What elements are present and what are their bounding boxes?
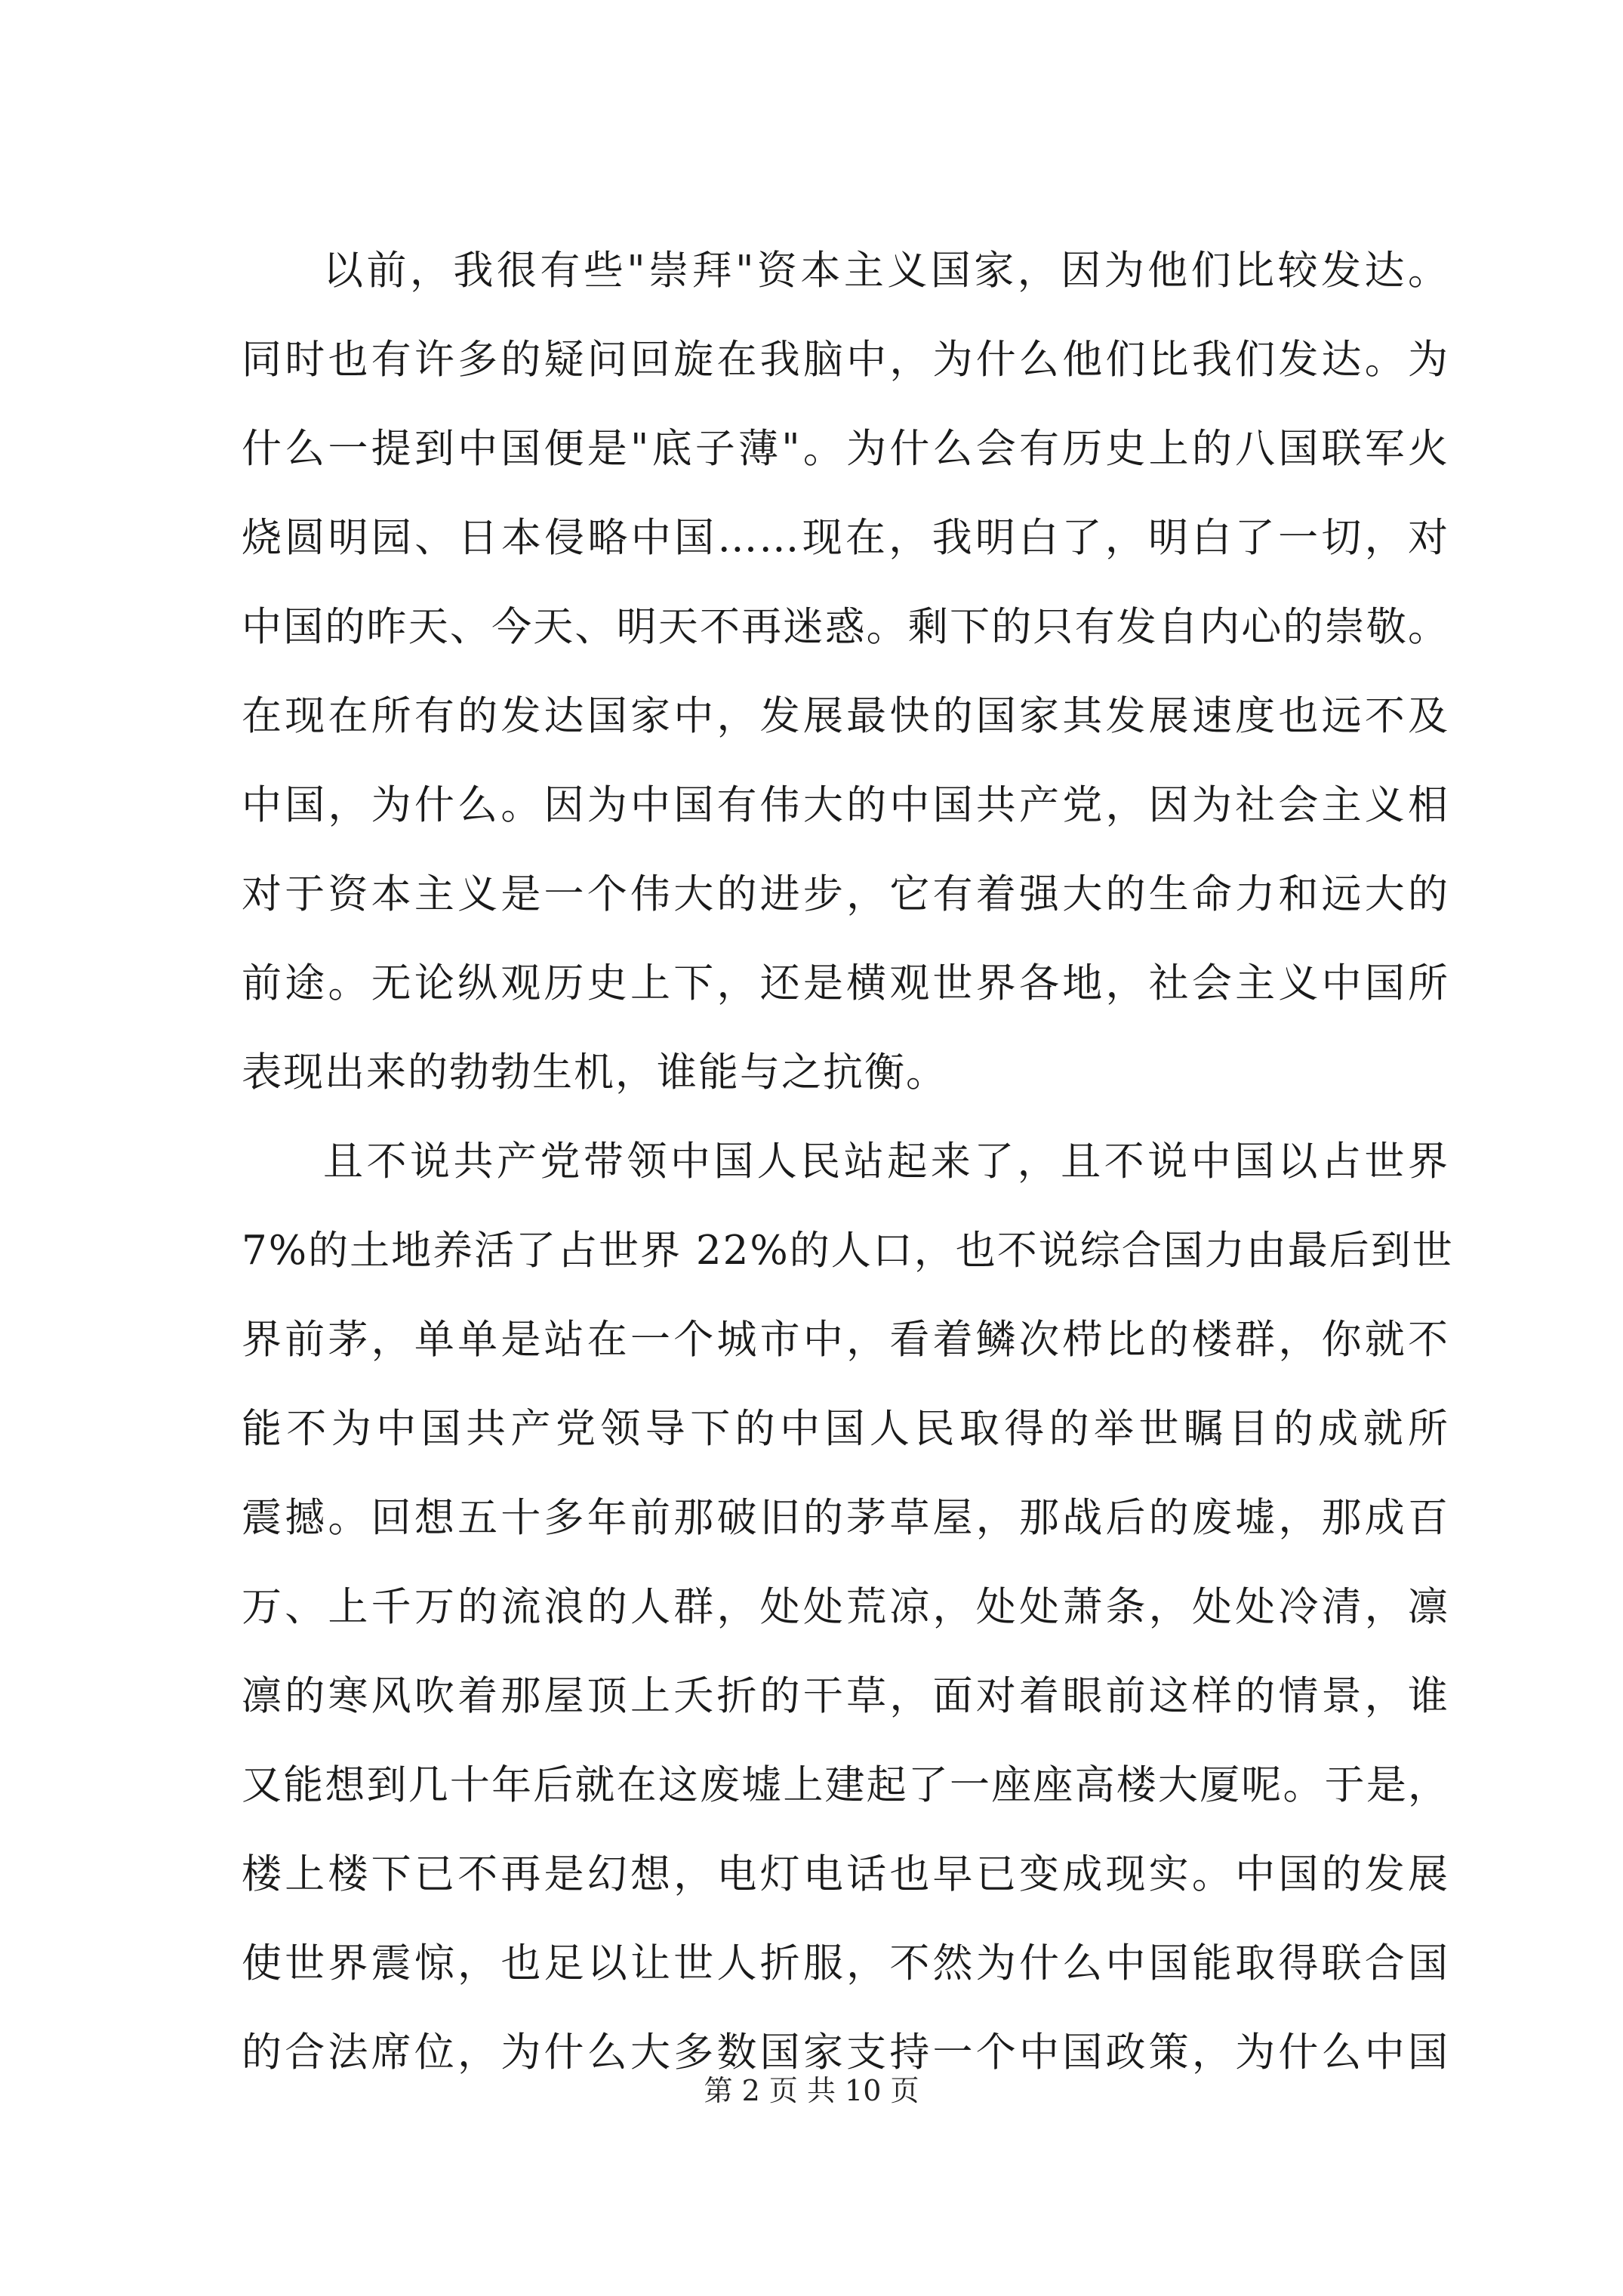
- paragraph-1-line-9: 前途。无论纵观历史上下，还是横观世界各地，社会主义中国所: [242, 960, 1449, 1006]
- paragraph-2-line-8: 又能想到几十年后就在这废墟上建起了一座座高楼大厦呢。于是，: [242, 1762, 1449, 1808]
- paragraph-2-line-3: 界前茅，单单是站在一个城市中，看着鳞次栉比的楼群，你就不: [242, 1317, 1449, 1363]
- paragraph-2-line-9: 楼上楼下已不再是幻想，电灯电话也早已变成现实。中国的发展: [242, 1851, 1449, 1897]
- paragraph-2-line-10: 使世界震惊，也足以让世人折服，不然为什么中国能取得联合国: [242, 1940, 1449, 1986]
- paragraph-1-line-3: 什么一提到中国便是"底子薄"。为什么会有历史上的八国联军火: [242, 426, 1449, 472]
- paragraph-2-line-1: 且不说共产党带领中国人民站起来了，且不说中国以占世界: [323, 1139, 1449, 1185]
- paragraph-1-line-2: 同时也有许多的疑问回旋在我脑中，为什么他们比我们发达。为: [242, 337, 1449, 383]
- paragraph-2-line-4: 能不为中国共产党领导下的中国人民取得的举世瞩目的成就所: [242, 1406, 1449, 1452]
- paragraph-1-line-10: 表现出来的勃勃生机，谁能与之抗衡。: [242, 1049, 947, 1096]
- paragraph-1-line-7: 中国，为什么。因为中国有伟大的中国共产党，因为社会主义相: [242, 782, 1449, 828]
- paragraph-2-line-2: 7%的土地养活了占世界 22%的人口，也不说综合国力由最后到世: [242, 1228, 1454, 1274]
- paragraph-1-line-5: 中国的昨天、今天、明天不再迷惑。剩下的只有发自内心的崇敬。: [242, 604, 1449, 650]
- paragraph-2-line-7: 凛的寒风吹着那屋顶上夭折的干草，面对着眼前这样的情景，谁: [242, 1673, 1449, 1719]
- paragraph-2-line-11: 的合法席位，为什么大多数国家支持一个中国政策，为什么中国: [242, 2029, 1449, 2076]
- document-body: [242, 227, 1454, 2097]
- paragraph-1-line-6: 在现在所有的发达国家中，发展最快的国家其发展速度也远不及: [242, 693, 1449, 739]
- paragraph-2-line-5: 震撼。回想五十多年前那破旧的茅草屋，那战后的废墟，那成百: [242, 1495, 1449, 1541]
- paragraph-1-line-1: 以前，我很有些"崇拜"资本主义国家，因为他们比较发达。: [323, 248, 1449, 294]
- page-number-footer: 第 2 页 共 10 页: [704, 2074, 919, 2107]
- paragraph-1-line-4: 烧圆明园、日本侵略中国……现在，我明白了，明白了一切，对: [242, 515, 1449, 561]
- paragraph-1-line-8: 对于资本主义是一个伟大的进步，它有着强大的生命力和远大的: [242, 871, 1449, 917]
- paragraph-2-line-6: 万、上千万的流浪的人群，处处荒凉，处处萧条，处处冷清，凛: [242, 1584, 1449, 1630]
